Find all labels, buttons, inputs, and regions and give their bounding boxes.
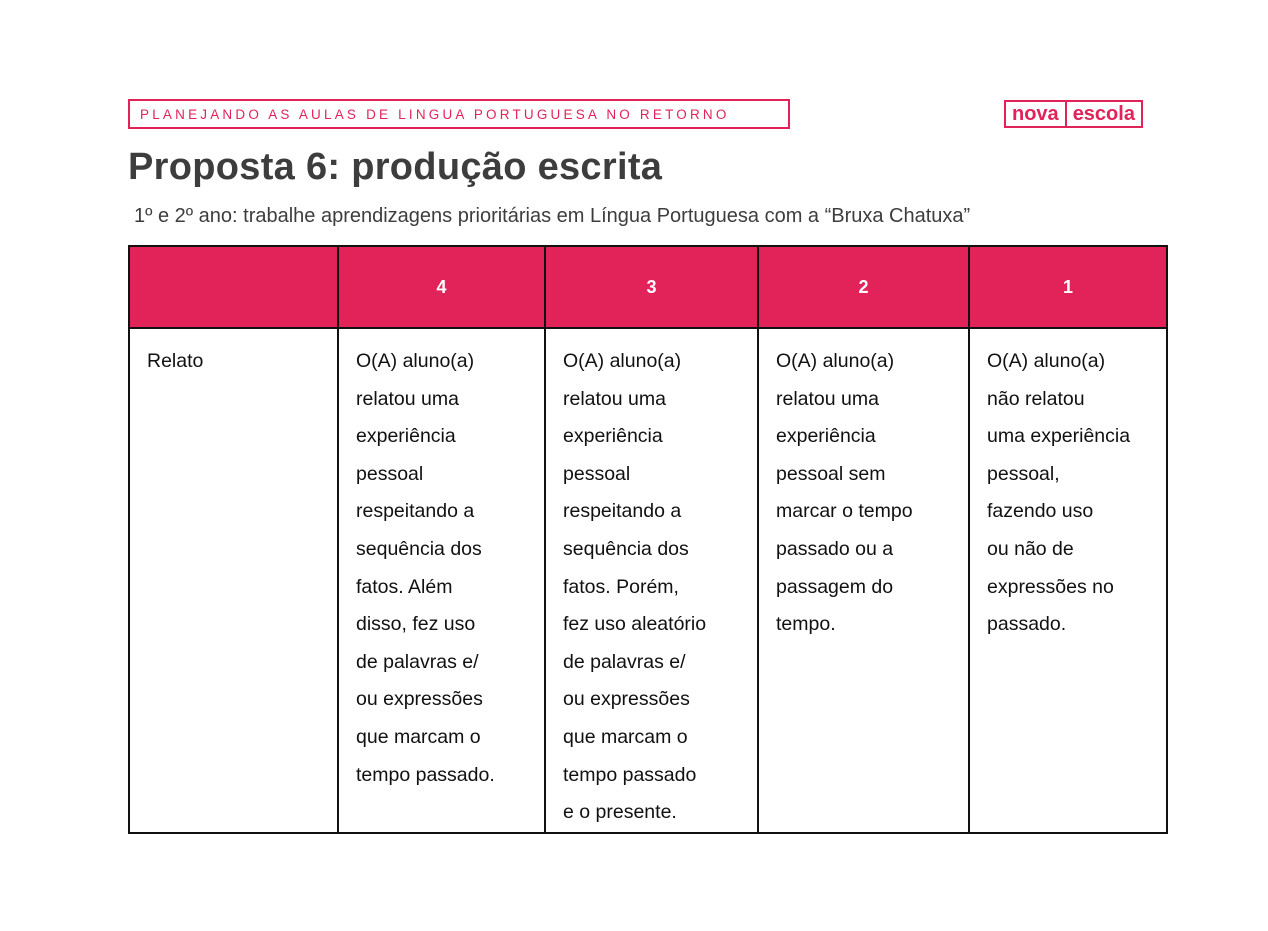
- rubric-cell: [338, 328, 545, 833]
- cell-line: sequência dos: [356, 537, 482, 560]
- cell-line: uma experiência: [987, 425, 1131, 448]
- subtitle: 1º e 2º ano: trabalhe aprendizagens prioritárias em Língua Portuguesa com a “Bruxa Chatuxa”: [134, 205, 971, 227]
- cell-line: fez uso aleatório: [563, 613, 707, 636]
- cell-line: experiência: [356, 425, 456, 448]
- cell-line: fazendo uso: [987, 500, 1094, 523]
- cell-line: relatou uma: [356, 387, 459, 410]
- cell-line: tempo.: [776, 613, 836, 636]
- cell-line: pessoal sem: [776, 462, 886, 485]
- cell-line: ou não de: [987, 537, 1074, 560]
- section-tag: PLANEJANDO AS AULAS DE LINGUA PORTUGUESA NO RETORNO: [128, 99, 790, 129]
- cell-line: O(A) aluno(a): [356, 350, 475, 372]
- cell-line: O(A) aluno(a): [987, 350, 1106, 372]
- header-cell: 4: [338, 246, 545, 328]
- cell-line: de palavras e/: [563, 650, 686, 673]
- cell-line: respeitando a: [356, 500, 475, 523]
- cell-line: ou expressões: [356, 688, 483, 711]
- cell-line: expressões no: [987, 575, 1114, 598]
- cell-line: de palavras e/: [356, 650, 479, 673]
- rubric-table: [128, 245, 1168, 834]
- cell-line: tempo passado.: [356, 763, 495, 786]
- header-cell: 3: [545, 246, 758, 328]
- cell-line: e o presente.: [563, 801, 677, 824]
- nova-escola-logo: [1004, 100, 1143, 128]
- cell-line: experiência: [776, 425, 876, 448]
- cell-line: sequência dos: [563, 537, 689, 560]
- cell-line: que marcam o: [356, 725, 481, 748]
- table-row: [129, 328, 1167, 833]
- cell-line: pessoal: [356, 462, 424, 485]
- cell-line: fatos. Além: [356, 575, 453, 598]
- header-cell: [129, 246, 338, 328]
- cell-line: marcar o tempo: [776, 500, 913, 523]
- cell-line: pessoal,: [987, 462, 1060, 485]
- cell-line: passagem do: [776, 575, 894, 598]
- cell-line: O(A) aluno(a): [776, 350, 895, 372]
- page-title: Proposta 6: produção escrita: [128, 146, 663, 188]
- cell-line: relatou uma: [563, 387, 666, 410]
- cell-line: disso, fez uso: [356, 613, 476, 636]
- cell-line: ou expressões: [563, 688, 690, 711]
- rubric-cell: [758, 328, 969, 833]
- cell-line: pessoal: [563, 462, 631, 485]
- header-cell: 1: [969, 246, 1167, 328]
- cell-line: fatos. Porém,: [563, 575, 679, 598]
- cell-line: experiência: [563, 425, 663, 448]
- rubric-cell: [969, 328, 1167, 833]
- cell-line: O(A) aluno(a): [563, 350, 682, 372]
- cell-line: tempo passado: [563, 763, 697, 786]
- cell-line: respeitando a: [563, 500, 682, 523]
- cell-line: não relatou: [987, 387, 1085, 410]
- logo-part: escola: [1065, 102, 1141, 126]
- row-label: Relato: [129, 328, 338, 833]
- cell-line: passado.: [987, 613, 1067, 636]
- cell-line: passado ou a: [776, 537, 894, 560]
- header-cell: 2: [758, 246, 969, 328]
- logo-part: nova: [1012, 103, 1059, 125]
- rubric-cell: [545, 328, 758, 833]
- header-row: [129, 246, 1167, 328]
- cell-line: que marcam o: [563, 725, 688, 748]
- cell-line: relatou uma: [776, 387, 879, 410]
